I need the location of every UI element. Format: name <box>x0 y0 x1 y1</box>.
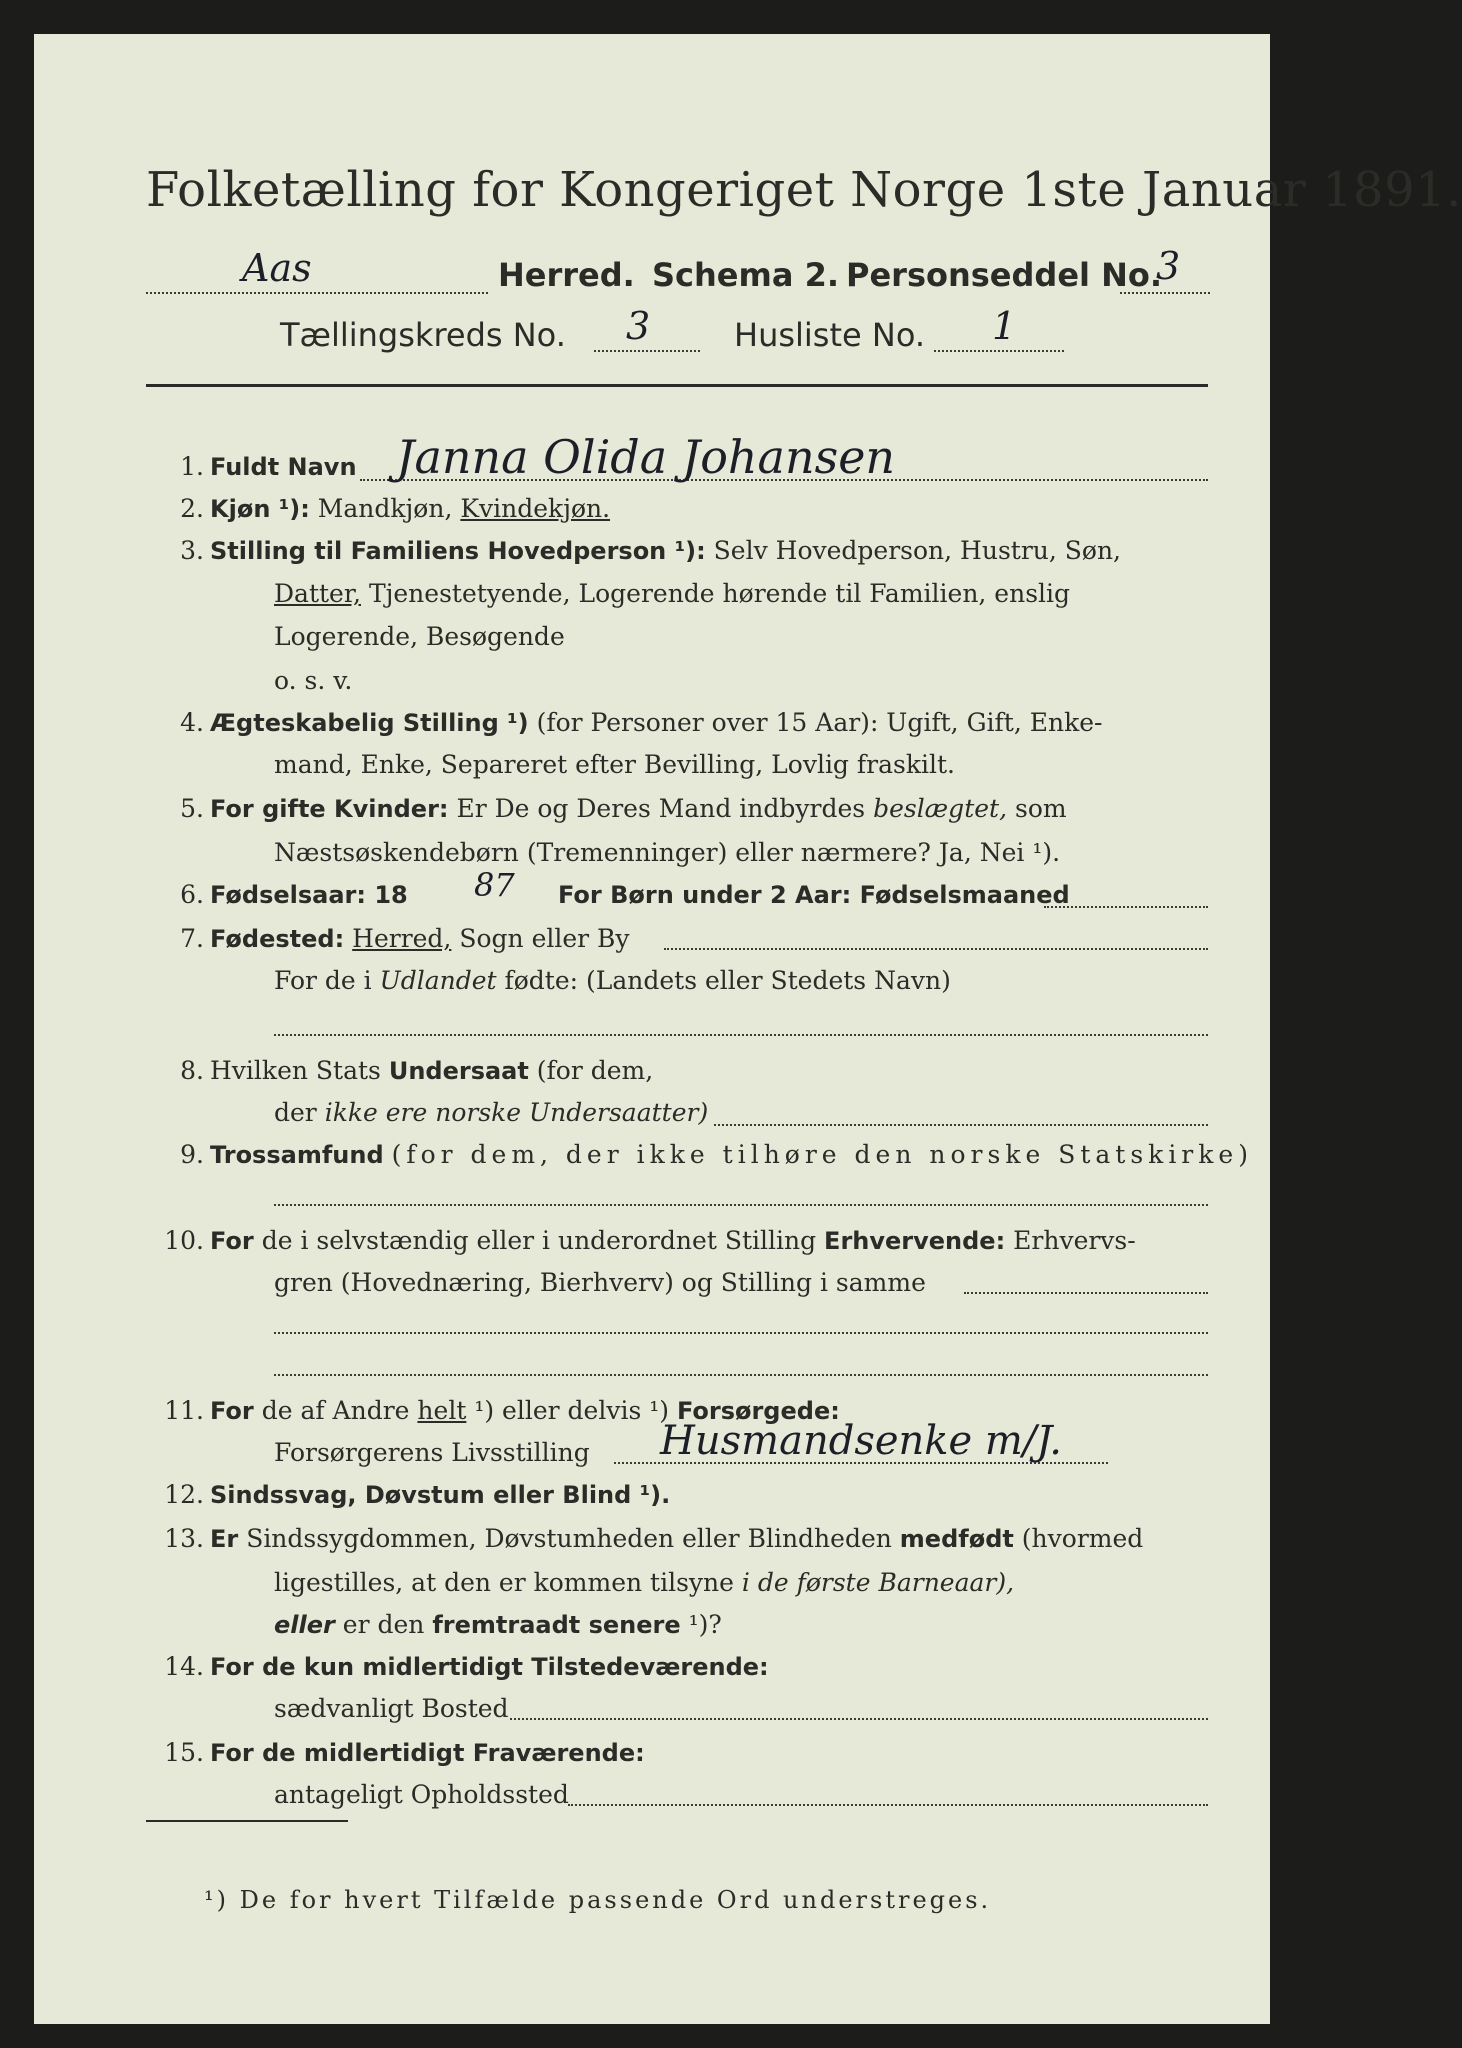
herred-value: Aas <box>242 246 312 290</box>
item-5-line1a: Er De og Deres Mand indbyrdes <box>456 794 866 823</box>
item-10-dotted-line-3 <box>274 1374 1208 1376</box>
husliste-label: Husliste No. <box>734 316 925 354</box>
item-1-number: 1. <box>180 452 204 481</box>
schema-label: Schema 2. <box>652 256 839 294</box>
taellingskreds-value: 3 <box>626 304 651 348</box>
item-5-line2: Næstsøskendebørn (Tremenninger) eller nærmere? Ja, Nei ¹). <box>274 838 1061 867</box>
item-11-text-b: ¹) eller delvis ¹) <box>474 1396 669 1425</box>
item-15-number: 15. <box>164 1738 204 1767</box>
item-7-number: 7. <box>180 924 204 953</box>
item-8-number: 8. <box>180 1056 204 1085</box>
item-5-label: For gifte Kvinder: <box>210 795 449 823</box>
item-7-line2c: fødte: (Landets eller Stedets Navn) <box>504 966 951 995</box>
item-13-line3c: fremtraadt senere <box>432 1611 681 1639</box>
item-3-number: 3. <box>180 536 204 565</box>
birth-year-value: 87 <box>474 866 515 904</box>
item-13-label: Er <box>210 1525 239 1553</box>
husliste-value: 1 <box>992 304 1017 348</box>
item-8-line2a: der <box>274 1098 317 1127</box>
item-10-text: de i selvstændig eller i underordnet Stilling <box>261 1226 817 1255</box>
item-7-label: Fødested: <box>210 925 345 953</box>
item-8-line2b: ikke ere norske Undersaatter) <box>324 1098 709 1127</box>
item-6-text: For Børn under 2 Aar: Fødselsmaaned <box>558 881 1070 909</box>
item-9-text: (for dem, der ikke tilhøre den norske Statskirke) <box>391 1140 1253 1169</box>
item-11-number: 11. <box>164 1396 204 1425</box>
item-8-dotted-line <box>714 1124 1208 1126</box>
item-9-dotted-line <box>274 1204 1208 1206</box>
forsorger-value: Husmandsenke m/J. <box>660 1418 1062 1464</box>
item-14-dotted-line <box>510 1718 1208 1720</box>
item-6-label: Fødselsaar: 18 <box>210 881 408 909</box>
herred-dotted-line <box>146 292 488 294</box>
item-7-line2b: Udlandet <box>379 966 497 995</box>
item-15-line2: antageligt Opholdssted <box>274 1780 569 1809</box>
taellingskreds-dotted-line <box>594 350 700 352</box>
item-13-line3a: eller <box>274 1611 335 1639</box>
item-4-line1: (for Personer over 15 Aar): Ugift, Gift, Enke- <box>536 708 1103 737</box>
item-8-text: (for dem, <box>536 1056 654 1085</box>
item-4-line2: mand, Enke, Separeret efter Bevilling, Lovlig fraskilt. <box>274 750 955 779</box>
item-13-text: Sindssygdommen, Døvstumheden eller Blindheden <box>246 1524 892 1553</box>
item-7-dotted-line <box>664 948 1208 950</box>
full-name-value: Janna Olida Johansen <box>396 430 896 484</box>
item-13-line2b: i de første Barneaar), <box>741 1568 1015 1597</box>
item-15-dotted-line <box>568 1804 1208 1806</box>
personseddel-dotted-line <box>1120 292 1210 294</box>
item-10-label: For <box>210 1227 254 1255</box>
item-11-label-b: Forsørgede: <box>676 1397 840 1425</box>
personseddel-value: 3 <box>1156 244 1181 288</box>
footnote-rule <box>146 1820 348 1822</box>
personseddel-label: Personseddel No. <box>846 256 1163 294</box>
item-4-number: 4. <box>180 708 204 737</box>
item-9-number: 9. <box>180 1140 204 1169</box>
item-10-text-b: Erhvervs- <box>1013 1226 1136 1255</box>
item-3-line2: Tjenestetyende, Logerende hørende til Familien, enslig <box>368 579 1071 608</box>
herred-label: Herred. <box>498 256 635 294</box>
item-10-number: 10. <box>164 1226 204 1255</box>
item-10-label-b: Erhvervende: <box>824 1227 1006 1255</box>
item-13-text-b: (hvormed <box>1021 1524 1144 1553</box>
item-11-line2: Forsørgerens Livsstilling <box>274 1438 590 1467</box>
item-7-text: Sogn eller By <box>459 924 630 953</box>
item-3-line1: Selv Hovedperson, Hustru, Søn, <box>713 536 1121 565</box>
item-2-label: Kjøn ¹): <box>210 495 310 523</box>
census-form <box>34 34 1462 2024</box>
item-15-label: For de midlertidigt Fraværende: <box>210 1739 645 1767</box>
item-3-line3: Logerende, Besøgende <box>274 622 565 651</box>
item-3-label: Stilling til Familiens Hovedperson ¹): <box>210 537 706 565</box>
item-5-number: 5. <box>180 794 204 823</box>
item-10-dotted-line <box>964 1292 1208 1294</box>
item-5-line1c: som <box>1014 794 1067 823</box>
taellingskreds-label: Tællingskreds No. <box>280 316 566 354</box>
item-7-line2a: For de i <box>274 966 372 995</box>
item-14-line2: sædvanligt Bosted <box>274 1694 509 1723</box>
item-1-label: Fuldt Navn <box>210 453 357 481</box>
item-9-label: Trossamfund <box>210 1141 384 1169</box>
item-3-line4: o. s. v. <box>274 666 353 695</box>
item-4-label: Ægteskabelig Stilling ¹) <box>210 709 529 737</box>
item-2-option-female: Kvindekjøn. <box>460 494 611 523</box>
husliste-dotted-line <box>934 350 1064 352</box>
item-11-label: For <box>210 1397 254 1425</box>
item-7-option-herred: Herred, <box>352 924 452 953</box>
item-13-line2a: ligestilles, at den er kommen tilsyne <box>274 1568 734 1597</box>
item-11-option-helt: helt <box>417 1396 467 1425</box>
footnote: ¹) De for hvert Tilfælde passende Ord understreges. <box>204 1886 992 1914</box>
item-12-number: 12. <box>164 1480 204 1509</box>
item-8-label: Hvilken Stats <box>210 1056 381 1085</box>
item-13-line3d: ¹)? <box>688 1610 722 1639</box>
item-5-line1b: beslægtet, <box>873 794 1008 823</box>
item-14-label: For de kun midlertidigt Tilstedeværende: <box>210 1653 769 1681</box>
form-title: Folketælling for Kongeriget Norge 1ste Januar 1891. <box>146 162 1462 218</box>
item-13-line3b: er den <box>342 1610 425 1639</box>
item-10-dotted-line-2 <box>274 1332 1208 1334</box>
item-10-line2: gren (Hovednæring, Bierhverv) og Stilling i samme <box>274 1268 926 1297</box>
item-6-number: 6. <box>180 880 204 909</box>
header-rule <box>146 384 1208 387</box>
item-12-label: Sindssvag, Døvstum eller Blind ¹). <box>210 1481 671 1509</box>
item-11-text-a: de af Andre <box>261 1396 410 1425</box>
item-13-number: 13. <box>164 1524 204 1553</box>
item-13-label-b: medfødt <box>899 1525 1014 1553</box>
item-2-option-male: Mandkjøn, <box>317 494 453 523</box>
item-8-label-b: Undersaat <box>388 1057 529 1085</box>
item-14-number: 14. <box>164 1652 204 1681</box>
item-7-dotted-line-2 <box>274 1034 1208 1036</box>
item-3-option-datter: Datter, <box>274 579 361 608</box>
item-2-number: 2. <box>180 494 204 523</box>
item-6-dotted-line <box>1044 906 1208 908</box>
